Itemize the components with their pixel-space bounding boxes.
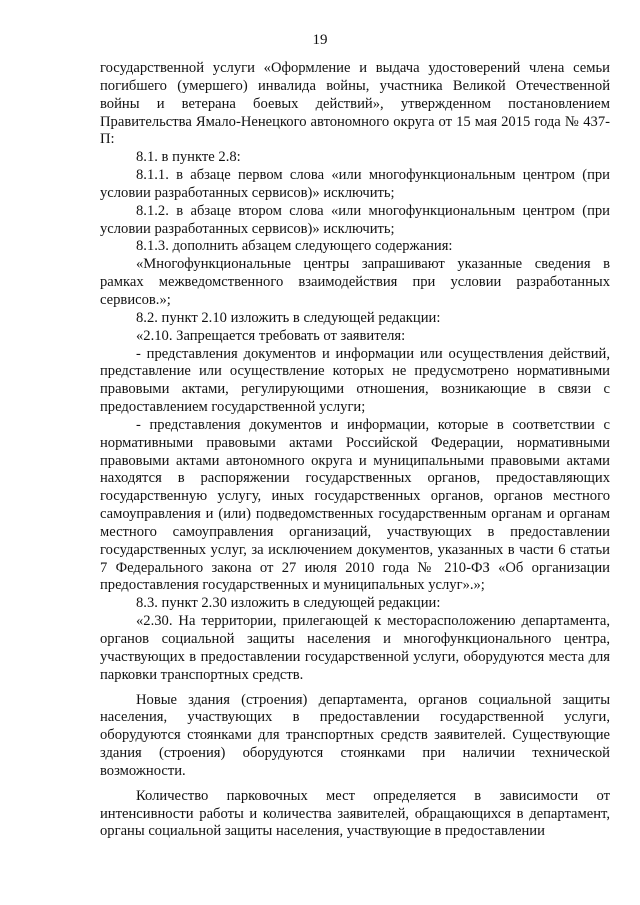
page-number: 19 (312, 32, 328, 48)
paragraph: 8.1.3. дополнить абзацем следующего содержания: (136, 238, 453, 255)
paragraph: - представления документов и информации, которые в соответствии с нормативными правовыми актами Российской Федерации, нормативными правовыми актами автономного округа и муниципальными правовыми актами находятся в распоряжении государственных органов, предоставляющих государственную услугу, иных государственных органов, органов местного самоуправления и (или) подведомственных государственным органам и органам местного самоуправления организаций, участвующих в предоставлении государственных услуг, за исключением документов, указанных в части 6 статьи 7 Федерального закона от 27 июля 2010 года № 210-ФЗ «Об организации предоставления государственных и муниципальных услуг».»; (100, 416, 610, 594)
paragraph: государственной услуги «Оформление и выдача удостоверений члена семьи погибшего (умершего) инвалида войны, участника Великой Отечественной войны и ветерана боевых действий», утвержденном постановлением Правительства Ямало-Ненецкого автономного округа от 15 мая 2015 года № 437-П: (100, 60, 610, 148)
paragraph: «Многофункциональные центры запрашивают указанные сведения в рамках межведомственного взаимодействия при условии разработанных сервисов.»; (100, 256, 610, 308)
paragraph: 8.1. в пункте 2.8: (136, 149, 241, 166)
paragraph: «2.10. Запрещается требовать от заявителя: (136, 327, 406, 344)
paragraph: 8.1.2. в абзаце втором слова «или многофункциональным центром (при условии разработанных сервисов)» исключить; (100, 202, 610, 237)
paragraph: «2.30. На территории, прилегающей к месторасположению департамента, органов социальной защиты населения и многофункционального центра, участвующих в предоставлении государственной услуги, оборудуются места для парковки транспортных средств. (100, 613, 610, 683)
paragraph: 8.3. пункт 2.30 изложить в следующей редакции: (136, 595, 441, 612)
paragraph: 8.1.1. в абзаце первом слова «или многофункциональным центром (при условии разработанных сервисов)» исключить; (100, 167, 610, 201)
paragraph: Новые здания (строения) департамента, органов социальной защиты населения, участвующих в предоставлении государственной услуги, оборудуются стоянками для транспортных средств заявителей. Существующие здания (строения) оборудуются стоянками при наличии технической возможности. (100, 691, 610, 779)
document-body (100, 60, 610, 841)
paragraph: - представления документов и информации или осуществления действий, представление или осуществление которых не предусмотрено нормативными правовыми актами, регулирующими отношения, возникающие в связи с предоставлением государственной услуги; (100, 345, 610, 416)
paragraph: 8.2. пункт 2.10 изложить в следующей редакции: (136, 309, 441, 326)
paragraph: Количество парковочных мест определяется в зависимости от интенсивности работы и количества заявителей, обращающихся в департамент, органы социальной защиты населения, участвующие в предоставлении (100, 787, 610, 840)
